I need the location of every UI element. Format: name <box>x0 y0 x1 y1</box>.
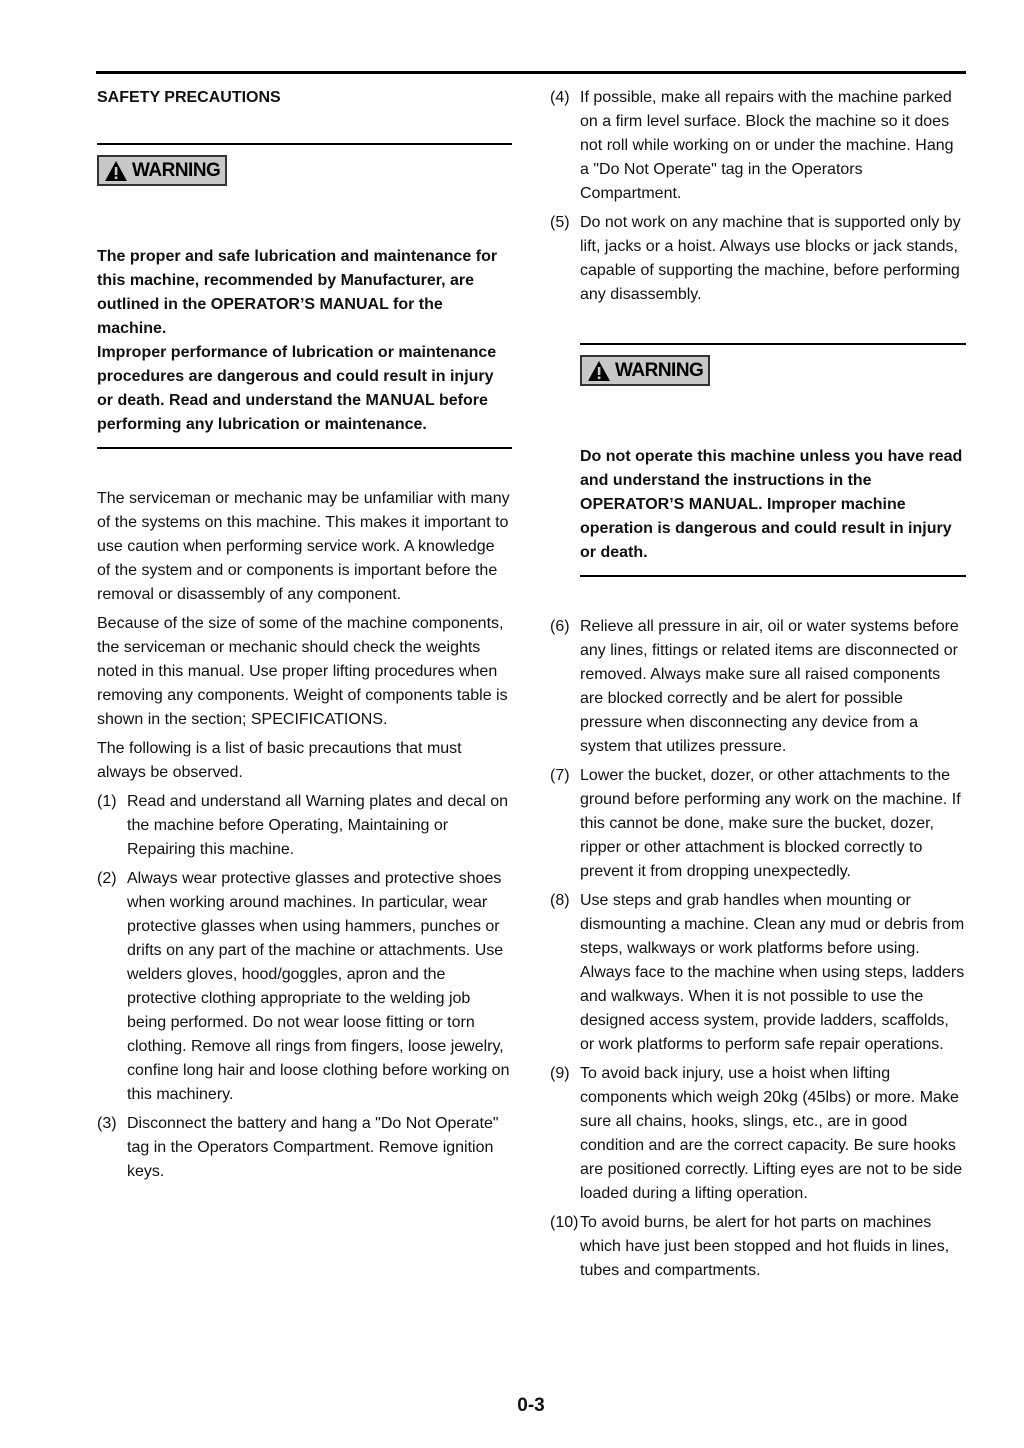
list-item <box>550 211 966 307</box>
item-text: To avoid back injury, use a hoist when lifting components which weigh 20kg (45lbs) or more. Make sure all chains, hooks, slings, etc., are in good condition and are the correct capacity. Be sure hooks are positioned correctly. Lifting eyes are not to be side loaded during a lifting operation. <box>580 1064 963 1202</box>
warning-label: WARNING <box>132 160 221 181</box>
warning-badge-wrap <box>97 155 512 187</box>
item-text: If possible, make all repairs with the machine parked on a firm level surface. Block the machine so it does not roll while working on or under the machine. Hang a "Do Not Operate" tag in the Operators Compartment. <box>580 89 954 202</box>
item-text: Always wear protective glasses and protective shoes when working around machines. In particular, wear protective glasses when using hammers, punches or drifts on any part of the machine or attachments. Use welders gloves, hood/goggles, apron and the protective clothing appropriate to the welding job being performed. Do not wear loose fitting or torn clothing. Remove all rings from fingers, loose jewelry, confine long hair and loose clothing before working on this machinery. <box>127 869 510 1103</box>
item-text: Read and understand all Warning plates and decal on the machine before Operating, Maintaining or Repairing this machine. <box>127 792 508 858</box>
warning-triangle-icon <box>104 160 128 182</box>
intro-paragraph: The serviceman or mechanic may be unfamiliar with many of the systems on this machine. This makes it important to use caution when performing service work. A knowledge of the system and or components is important before the removal or disassembly of any component. <box>97 489 510 603</box>
item-number: (5) <box>550 214 570 231</box>
warning-rule-top <box>580 343 966 345</box>
list-item <box>550 1062 966 1206</box>
warning-rule-top <box>97 143 512 145</box>
warning-label: WARNING <box>615 360 704 381</box>
right-column <box>550 86 966 1288</box>
item-text: Lower the bucket, dozer, or other attachments to the ground before performing any work on the machine. If this cannot be done, make sure the bucket, dozer, ripper or other attachment is blocked correctly to prevent it from dropping unexpectedly. <box>580 766 961 880</box>
warning-text-1: The proper and safe lubrication and maintenance for this machine, recommended by Manufacturer, are outlined in the OPERATOR’S MANUAL for the machine. <box>97 247 498 337</box>
warning-rule-bottom <box>97 447 512 449</box>
page-number: 0-3 <box>517 1395 545 1416</box>
warning-badge <box>580 355 710 386</box>
item-text: Disconnect the battery and hang a "Do Not Operate" tag in the Operators Compartment. Remove ignition keys. <box>127 1114 499 1180</box>
item-text: To avoid burns, be alert for hot parts on machines which have just been stopped and hot fluids in lines, tubes and compartments. <box>580 1213 950 1279</box>
weights-paragraph: Because of the size of some of the machine components, the serviceman or mechanic should check the weights noted in this manual. Use proper lifting procedures when removing any components. Weight of components table is shown in the section; SPECIFICATIONS. <box>97 614 508 728</box>
warning-badge <box>97 155 227 186</box>
list-continued <box>550 615 966 1283</box>
list-intro-paragraph: The following is a list of basic precautions that must always be observed. <box>97 739 462 781</box>
item-text: Relieve all pressure in air, oil or water systems before any lines, fittings or related items are disconnected or removed. Always make sure all raised components are blocked correctly and be alert for possible pressure when disconnecting any device from a system that utilizes pressure. <box>580 617 959 755</box>
warning-rule-bottom <box>580 575 966 577</box>
item-number: (6) <box>550 617 570 635</box>
top-rule <box>96 71 966 74</box>
list-item <box>550 889 966 1057</box>
list-item <box>97 790 512 862</box>
warning-text-2: Improper performance of lubrication or maintenance procedures are dangerous and could result in injury or death. Read and understand the MANUAL before performing any lubrication or maintenance. <box>97 343 497 433</box>
warning-text: Do not operate this machine unless you have read and understand the instructions in the OPERATOR’S MANUAL. Improper machine operation is dangerous and could result in injury or death. <box>580 447 963 561</box>
left-column <box>97 86 512 1189</box>
item-number: (4) <box>550 89 570 106</box>
item-number: (7) <box>550 766 570 784</box>
item-number: (1) <box>97 792 117 810</box>
item-number: (2) <box>97 869 117 887</box>
list-item <box>550 615 966 759</box>
warning-badge-wrap <box>580 355 966 387</box>
item-number: (8) <box>550 891 570 909</box>
section-title: SAFETY PRECAUTIONS <box>97 89 281 106</box>
list-item <box>97 867 512 1107</box>
item-number: (3) <box>97 1114 117 1132</box>
list-item <box>97 1112 512 1184</box>
item-number: (10) <box>550 1213 579 1231</box>
list-item <box>550 86 966 206</box>
warning-triangle-icon <box>587 360 611 382</box>
list-item <box>550 1211 966 1283</box>
list-item <box>550 764 966 884</box>
item-text: Use steps and grab handles when mounting or dismounting a machine. Clean any mud or debris from steps, walkways or work platforms before using. Always face to the machine when using steps, ladders and walkways. When it is not possible to use the designed access system, provide ladders, scaffolds, or work platforms to perform safe repair operations. <box>580 891 965 1053</box>
item-number: (9) <box>550 1064 570 1082</box>
item-text: Do not work on any machine that is supported only by lift, jacks or a hoist. Always use blocks or jack stands, capable of supporting the machine, before performing any disassembly. <box>580 214 961 303</box>
